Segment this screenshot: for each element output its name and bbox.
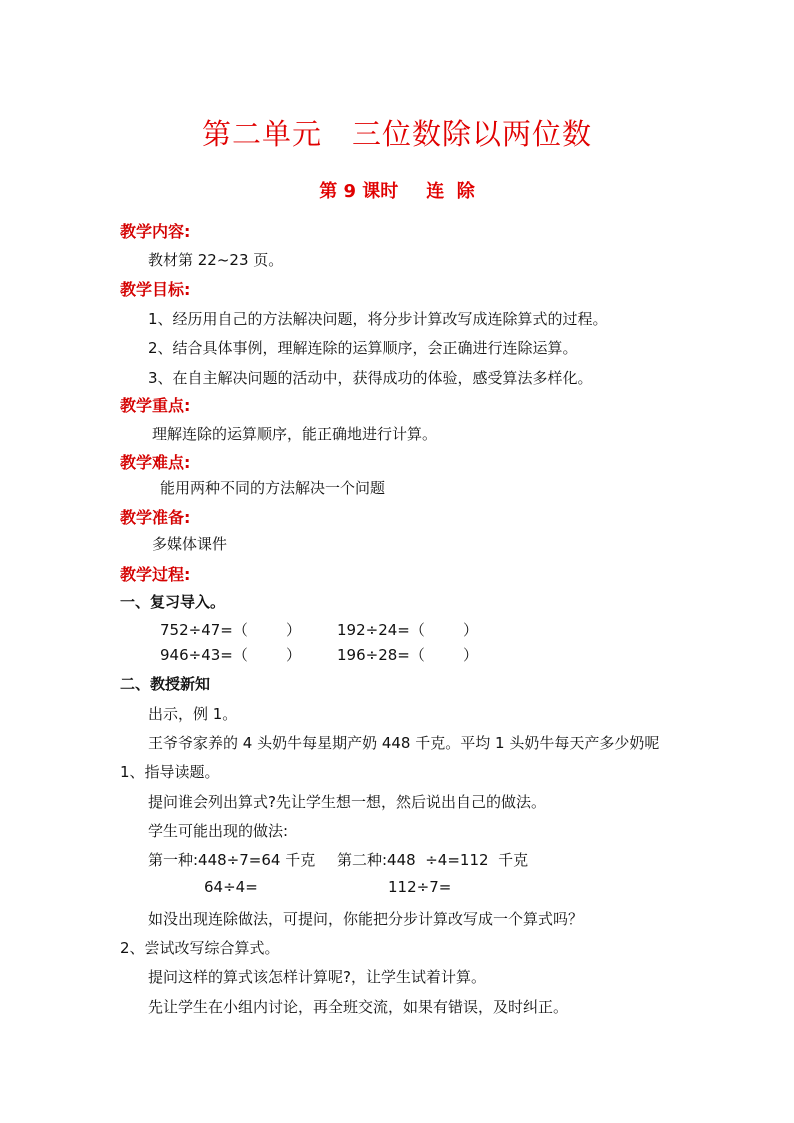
lesson-subtitle xyxy=(0,177,794,203)
section-goals-label: 教学目标: xyxy=(120,280,191,299)
example-problem: 王爷爷家养的 4 头奶牛每星期产奶 448 千克。平均 1 头奶牛每天产多少奶呢 xyxy=(148,734,660,752)
goal-item: 1、经历用自己的方法解决问题，将分步计算改写成连除算式的过程。 xyxy=(148,310,608,328)
section-key-label: 教学重点: xyxy=(120,396,191,415)
teacher-question: 如没出现连除做法，可提问，你能把分步计算改写成一个算式吗？ xyxy=(148,910,584,928)
new-knowledge-heading: 二、教授新知 xyxy=(120,675,211,693)
content-text: 教材第 22~23 页。 xyxy=(148,251,284,269)
teacher-instruction: 先让学生在小组内讨论，再全班交流，如果有错误，及时纠正。 xyxy=(148,998,569,1016)
review-heading: 一、复习导入。 xyxy=(120,593,226,611)
goal-item: 3、在自主解决问题的活动中，获得成功的体验，感受算法多样化。 xyxy=(148,369,593,387)
section-difficulty-label: 教学难点: xyxy=(120,453,191,472)
possible-methods-label: 学生可能出现的做法: xyxy=(148,822,289,840)
teacher-question: 提问谁会列出算式?先让学生想一想，然后说出自己的做法。 xyxy=(148,793,546,811)
goal-item: 2、结合具体事例，理解连除的运算顺序，会正确进行连除运算。 xyxy=(148,339,578,357)
review-equation: 946÷43=（ ） xyxy=(160,646,301,664)
method-two-step2: 112÷7= xyxy=(388,878,452,896)
method-one-step1: 第一种:448÷7=64 千克 xyxy=(148,851,316,869)
method-one-step2: 64÷4= xyxy=(204,878,258,896)
review-equation: 196÷28=（ ） xyxy=(337,646,478,664)
teacher-question: 提问这样的算式该怎样计算呢?，让学生试着计算。 xyxy=(148,968,486,986)
section-content-label: 教学内容: xyxy=(120,222,191,241)
review-equation: 192÷24=（ ） xyxy=(337,621,478,639)
page-title: 第二单元 三位数除以两位数 xyxy=(201,117,592,151)
method-two-step1: 第二种:448 ÷4=112 千克 xyxy=(337,851,529,869)
example-intro: 出示，例 1。 xyxy=(148,705,238,723)
key-text: 理解连除的运算顺序，能正确地进行计算。 xyxy=(152,425,438,443)
lesson-number: 第 9 课时 xyxy=(319,181,399,202)
lesson-topic: 连 除 xyxy=(426,181,475,202)
step-1-heading: 1、指导读题。 xyxy=(120,763,220,781)
section-process-label: 教学过程: xyxy=(120,565,191,584)
review-equation: 752÷47=（ ） xyxy=(160,621,301,639)
section-prep-label: 教学准备: xyxy=(120,508,191,527)
prep-text: 多媒体课件 xyxy=(152,535,228,553)
step-2-heading: 2、尝试改写综合算式。 xyxy=(120,939,280,957)
difficulty-text: 能用两种不同的方法解决一个问题 xyxy=(160,479,386,497)
